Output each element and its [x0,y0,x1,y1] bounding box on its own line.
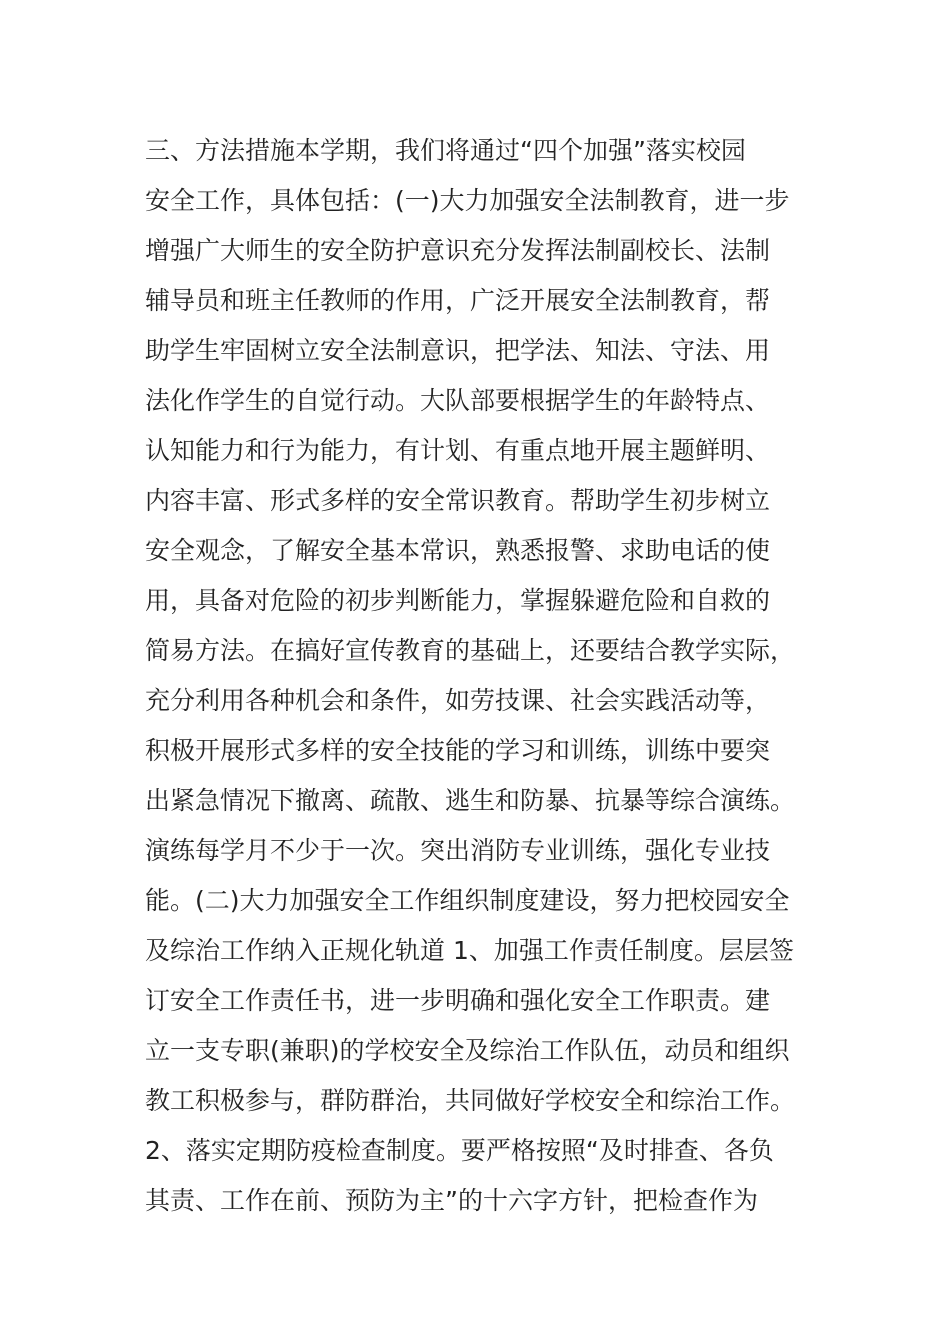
text-line: 立一支专职(兼职)的学校安全及综治工作队伍，动员和组织 [145,1036,790,1065]
text-line: 安全观念，了解安全基本常识，熟悉报警、求助电话的使 [145,536,771,565]
text-line: 教工积极参与，群防群治，共同做好学校安全和综治工作。 [145,1086,796,1115]
text-line: 认知能力和行为能力，有计划、有重点地开展主题鲜明、 [145,436,771,465]
text-line: 三、方法措施本学期，我们将通过“四个加强”落实校园 [145,136,746,165]
text-line: 助学生牢固树立安全法制意识，把学法、知法、守法、用 [145,336,771,365]
text-line: 充分利用各种机会和条件，如劳技课、社会实践活动等， [145,686,771,715]
text-line: 其责、工作在前、预防为主”的十六字方针，把检查作为 [145,1186,758,1215]
text-line: 能。(二)大力加强安全工作组织制度建设，努力把校园安全 [145,886,790,915]
text-line: 辅导员和班主任教师的作用，广泛开展安全法制教育，帮 [145,286,771,315]
text-line: 积极开展形式多样的安全技能的学习和训练，训练中要突 [145,736,771,765]
text-line: 简易方法。在搞好宣传教育的基础上，还要结合教学实际， [145,636,796,665]
text-line: 及综治工作纳入正规化轨道 1、加强工作责任制度。层层签 [145,936,794,965]
text-line: 增强广大师生的安全防护意识充分发挥法制副校长、法制 [145,236,771,265]
text-line: 用，具备对危险的初步判断能力，掌握躲避危险和自救的 [145,586,771,615]
body-text [145,126,810,1226]
text-line: 演练每学月不少于一次。突出消防专业训练，强化专业技 [145,836,771,865]
text-line: 安全工作，具体包括：(一)大力加强安全法制教育，进一步 [145,186,790,215]
text-line: 法化作学生的自觉行动。大队部要根据学生的年龄特点、 [145,386,771,415]
text-line: 内容丰富、形式多样的安全常识教育。帮助学生初步树立 [145,486,771,515]
text-line: 出紧急情况下撤离、疏散、逃生和防暴、抗暴等综合演练。 [145,786,796,815]
text-line: 2、落实定期防疫检查制度。要严格按照“及时排查、各负 [145,1136,774,1165]
text-line: 订安全工作责任书，进一步明确和强化安全工作职责。建 [145,986,771,1015]
